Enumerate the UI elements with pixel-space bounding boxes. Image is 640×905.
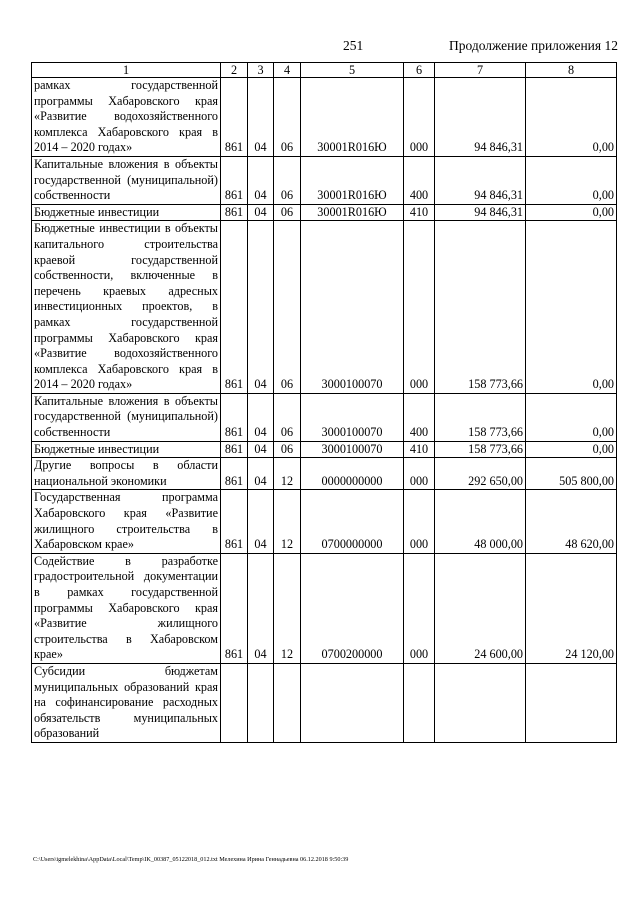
value-cell: 400 — [404, 393, 435, 441]
value-cell: 04 — [248, 221, 274, 394]
value-cell: 861 — [221, 204, 248, 221]
value-cell: 30001R016Ю — [301, 204, 404, 221]
value-cell: 000 — [404, 458, 435, 490]
value-cell: 04 — [248, 393, 274, 441]
value-cell — [274, 663, 301, 742]
value-cell: 0000000000 — [301, 458, 404, 490]
row-name-cell: Бюджетные инвестиции — [32, 204, 221, 221]
value-cell: 861 — [221, 441, 248, 458]
page-number: 251 — [343, 38, 364, 53]
value-cell: 94 846,31 — [435, 204, 526, 221]
value-cell: 3000100070 — [301, 393, 404, 441]
value-cell — [435, 663, 526, 742]
value-cell: 400 — [404, 156, 435, 204]
value-cell: 505 800,00 — [526, 458, 617, 490]
value-cell: 000 — [404, 78, 435, 157]
value-cell: 0,00 — [526, 221, 617, 394]
table-header-row — [32, 63, 617, 78]
value-cell: 48 000,00 — [435, 490, 526, 553]
value-cell: 0,00 — [526, 204, 617, 221]
value-cell: 0,00 — [526, 441, 617, 458]
value-cell: 861 — [221, 553, 248, 663]
value-cell: 158 773,66 — [435, 441, 526, 458]
value-cell: 861 — [221, 221, 248, 394]
value-cell: 410 — [404, 204, 435, 221]
value-cell: 06 — [274, 204, 301, 221]
value-cell: 24 600,00 — [435, 553, 526, 663]
value-cell — [248, 663, 274, 742]
value-cell: 12 — [274, 553, 301, 663]
column-header: 2 — [221, 63, 248, 78]
value-cell: 04 — [248, 156, 274, 204]
row-name-cell: Бюджетные инвестиции — [32, 441, 221, 458]
column-header: 7 — [435, 63, 526, 78]
table-row — [32, 204, 617, 221]
table-row — [32, 553, 617, 663]
value-cell: 000 — [404, 490, 435, 553]
column-header: 1 — [32, 63, 221, 78]
row-name-cell: Капитальные вложения в объекты государственной (муниципальной) собственности — [32, 156, 221, 204]
value-cell: 3000100070 — [301, 221, 404, 394]
value-cell — [301, 663, 404, 742]
value-cell: 0,00 — [526, 78, 617, 157]
value-cell — [404, 663, 435, 742]
value-cell: 0700000000 — [301, 490, 404, 553]
value-cell: 04 — [248, 490, 274, 553]
value-cell: 861 — [221, 490, 248, 553]
value-cell: 06 — [274, 441, 301, 458]
page-header — [0, 38, 640, 56]
row-name-cell: Бюджетные инвестиции в объекты капитального строительства краевой государственной собственности, включенные в перечень краевых адресных инвестиционных проектов, в рамках государственной программы Хабаровского края «Развитие водохозяйственного комплекса Хабаровского края в 2014 – 2020 годах» — [32, 221, 221, 394]
column-header: 8 — [526, 63, 617, 78]
row-name-cell: Другие вопросы в области национальной экономики — [32, 458, 221, 490]
value-cell: 04 — [248, 78, 274, 157]
value-cell: 94 846,31 — [435, 78, 526, 157]
row-name-cell: Содействие в разработке градостроительной документации в рамках государственной программы Хабаровского края «Развитие жилищного строительства в Хабаровском крае» — [32, 553, 221, 663]
row-name-cell: Государственная программа Хабаровского края «Развитие жилищного строительства в Хабаровском крае» — [32, 490, 221, 553]
value-cell: 410 — [404, 441, 435, 458]
table-row — [32, 78, 617, 157]
value-cell: 94 846,31 — [435, 156, 526, 204]
value-cell: 158 773,66 — [435, 393, 526, 441]
column-header: 4 — [274, 63, 301, 78]
budget-table — [31, 62, 617, 743]
value-cell: 861 — [221, 393, 248, 441]
value-cell: 3000100070 — [301, 441, 404, 458]
table-row — [32, 393, 617, 441]
value-cell: 04 — [248, 553, 274, 663]
row-name-cell: рамках государственной программы Хабаровского края «Развитие водохозяйственного комплекса Хабаровского края в 2014 – 2020 годах» — [32, 78, 221, 157]
table-row — [32, 156, 617, 204]
value-cell: 48 620,00 — [526, 490, 617, 553]
value-cell: 000 — [404, 221, 435, 394]
value-cell — [221, 663, 248, 742]
value-cell: 158 773,66 — [435, 221, 526, 394]
value-cell: 12 — [274, 458, 301, 490]
row-name-cell: Капитальные вложения в объекты государственной (муниципальной) собственности — [32, 393, 221, 441]
value-cell: 06 — [274, 221, 301, 394]
value-cell — [526, 663, 617, 742]
value-cell: 0,00 — [526, 156, 617, 204]
table-row — [32, 490, 617, 553]
value-cell: 861 — [221, 156, 248, 204]
value-cell: 0700200000 — [301, 553, 404, 663]
table-row — [32, 441, 617, 458]
value-cell: 06 — [274, 156, 301, 204]
column-header: 5 — [301, 63, 404, 78]
value-cell: 0,00 — [526, 393, 617, 441]
value-cell: 06 — [274, 393, 301, 441]
value-cell: 06 — [274, 78, 301, 157]
table-row — [32, 663, 617, 742]
value-cell: 12 — [274, 490, 301, 553]
appendix-title: Продолжение приложения 12 — [448, 38, 618, 53]
value-cell: 30001R016Ю — [301, 156, 404, 204]
column-header: 6 — [404, 63, 435, 78]
row-name-cell: Субсидии бюджетам муниципальных образований края на софинансирование расходных обязательств муниципальных образований — [32, 663, 221, 742]
value-cell: 04 — [248, 458, 274, 490]
value-cell: 861 — [221, 78, 248, 157]
value-cell: 000 — [404, 553, 435, 663]
column-header: 3 — [248, 63, 274, 78]
file-path-footer: C:\Users\igmelekhina\AppData\Local\Temp\IK_00387_05122018_012.txt Мелехина Ирина Геннадьевна 06.12.2018 9:50:39 — [33, 856, 349, 863]
value-cell: 24 120,00 — [526, 553, 617, 663]
value-cell: 861 — [221, 458, 248, 490]
table-row — [32, 458, 617, 490]
value-cell: 30001R016Ю — [301, 78, 404, 157]
value-cell: 292 650,00 — [435, 458, 526, 490]
value-cell: 04 — [248, 204, 274, 221]
value-cell: 04 — [248, 441, 274, 458]
table-row — [32, 221, 617, 394]
